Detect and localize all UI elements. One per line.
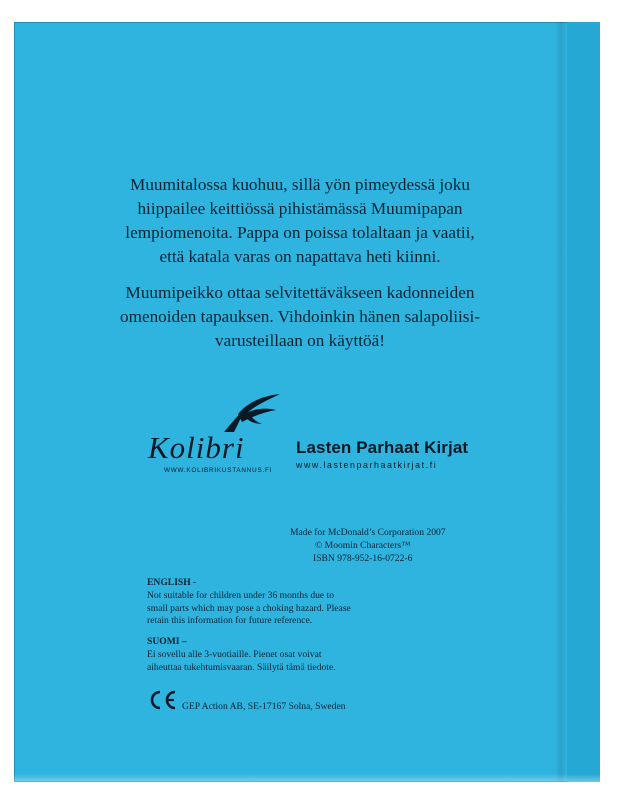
kolibri-wordmark: Kolibri xyxy=(148,430,245,465)
warning-suomi-heading: SUOMI – xyxy=(147,636,187,647)
warning-english-heading: ENGLISH - xyxy=(147,577,197,588)
blurb-line: hiippailee keittiössä pihistämässä Muumipapan xyxy=(137,199,463,218)
series-title: Lasten Parhaat Kirjat xyxy=(296,438,469,457)
warning-english xyxy=(147,577,387,628)
blurb-line: varusteillaan on käyttöä! xyxy=(215,331,385,350)
credits-copyright: © Moomin Characters™ xyxy=(315,539,411,551)
warning-line: Not suitable for children under 36 months due to xyxy=(147,589,335,601)
isbn: ISBN 978-952-16-0722-6 xyxy=(313,552,413,564)
spine-edge xyxy=(567,22,600,782)
blurb-line: lempiomenoita. Pappa on poissa tolaltaan ja vaatii, xyxy=(125,223,475,242)
warning-line: small parts which may pose a choking hazard. Please xyxy=(147,602,351,614)
series-url: www.lastenparhaatkirjat.fi xyxy=(296,460,438,470)
warning-suomi xyxy=(147,636,387,674)
credits-block xyxy=(290,527,480,565)
blurb-line: Muumitalossa kuohuu, sillä yön pimeydessä joku xyxy=(130,175,470,194)
credits-maker: Made for McDonald’s Corporation 2007 xyxy=(290,527,446,538)
blurb-paragraph-2 xyxy=(102,281,498,353)
cover-edge-wear xyxy=(14,774,600,782)
ce-mark-icon xyxy=(148,690,178,710)
series-logo xyxy=(296,438,468,470)
blurb-line: että katala varas on napattava heti kiinni. xyxy=(159,247,441,266)
kolibri-publisher-logo xyxy=(148,392,288,482)
manufacturer-address: GEP Action AB, SE-17167 Solna, Sweden xyxy=(182,701,346,712)
warning-line: retain this information for future reference. xyxy=(147,615,313,627)
hummingbird-icon xyxy=(218,392,282,434)
kolibri-url: WWW.KOLIBRIKUSTANNUS.FI xyxy=(164,467,273,474)
warning-line: Ei sovellu alle 3-vuotiaille. Pienet osat voivat xyxy=(147,648,322,660)
blurb-line: Muumipeikko ottaa selvitettäväkseen kadonneiden xyxy=(125,283,475,302)
blurb-line: omenoiden tapauksen. Vihdoinkin hänen salapoliisi- xyxy=(120,307,480,326)
warning-line: aiheuttaa tukehtumisvaaran. Säilytä tämä tiedote. xyxy=(147,661,336,673)
blurb-paragraph-1 xyxy=(102,173,498,269)
